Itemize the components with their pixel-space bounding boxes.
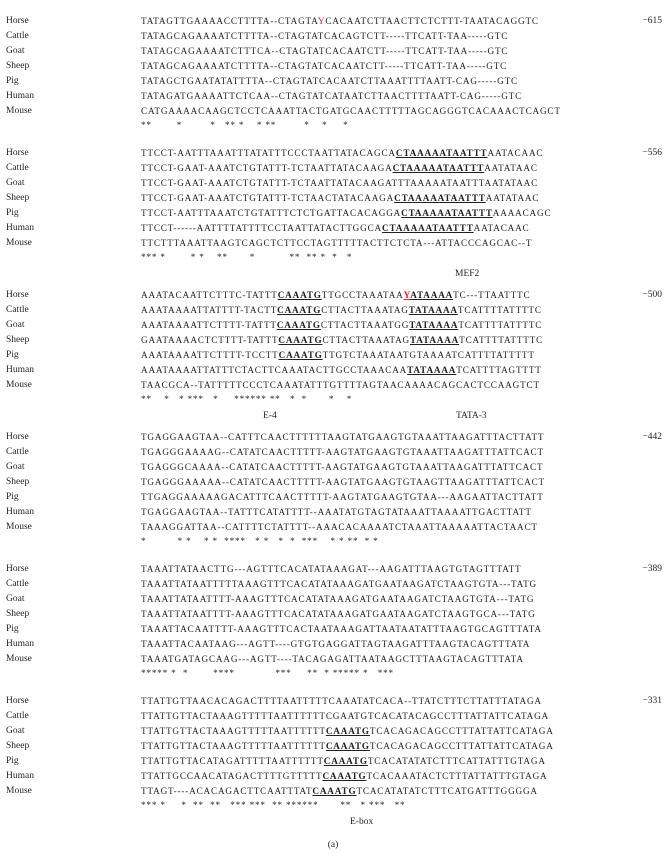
sequence-text [141,288,530,303]
sequence-segment: AAAACAGC [492,208,552,218]
sequence-segment: TTGAGGAAAAAGACATTTCAACTTTTT-AAGTATGAAGTGTAA---AAGAATTACTTATT [141,492,544,502]
sequence-segment: AAATAAAATTATTTCTACTTCAAATACTTGCCTAAACAA [141,365,408,375]
sequence-text [141,44,508,59]
sequence-segment: AAATAAAATTCTTTT-TATTT [141,320,277,330]
species-label: Goat [6,320,25,330]
sequence-text [141,206,551,221]
sequence-text [141,191,539,206]
species-label: Mouse [6,238,32,248]
sequence-row [0,14,666,29]
species-label: Sheep [6,477,30,487]
motif-segment: CAAATG [276,320,321,330]
sequence-text [141,176,538,191]
species-label: Cattle [6,305,29,315]
sequence-row [0,191,666,206]
sequence-row [0,176,666,191]
species-label: Cattle [6,579,29,589]
species-label: Human [6,223,34,233]
sequence-row [0,44,666,59]
position-number: −556 [642,148,662,158]
sequence-text [141,221,530,236]
sequence-segment: TCACAGACAGCCTTTATTATTCATAGA [369,726,554,736]
species-label: Horse [6,16,29,26]
sequence-row [0,206,666,221]
sequence-segment: TTCCT-GAAT-AAATCTGTATTT-TCTAATTATACAAGA [141,163,393,173]
species-label: Goat [6,178,25,188]
alignment-block [0,146,666,279]
species-label: Mouse [6,786,32,796]
sequence-row [0,637,666,652]
figure-caption: (a) [327,840,339,850]
sequence-segment: AAATAAAATTCTTTT-TCCTT [141,350,279,360]
sequence-segment: CACAATCTTAACTTCTCTTT-TAATACAGGTC [325,16,539,26]
sequence-text [141,769,547,784]
consensus-stars: ** * * ** * * ** * * * [141,120,349,130]
sequence-text [141,592,534,607]
sequence-segment: TTGTCTAAATAATGTAAAATCATTTTATTTTT [322,350,535,360]
sequence-segment: GAATAAAACTCTTTT-TATTT [141,335,279,345]
sequence-segment: TAAATTATAATTTTTAAAGTTTCACATATAAAGATGAATAAGATCTAAGTGTA---TATG [141,579,538,589]
sequence-segment: AAATACAATTCTTTC-TATTT [141,290,278,300]
sequence-row [0,221,666,236]
sequence-row [0,460,666,475]
species-label: Human [6,365,34,375]
sequence-text [141,236,532,251]
motif-label: E-box [350,817,374,827]
motif-label: E-4 [263,411,277,421]
sequence-segment: TAAATTACAATAAG---AGTT----GTGTGAGGATTAGTAAGATTTAAGTACAGTTTATA [141,639,531,649]
consensus-stars: *** * * ** ** *** *** ** ****** ** * *** ** [141,800,406,810]
sequence-segment: TTATTGCCAACATAGACTTTTGTTTTT [141,771,323,781]
species-label: Mouse [6,522,32,532]
sequence-row [0,303,666,318]
sequence-segment: TATAGCTGAATATATTTTA--CTAGTATCACAATCTTAAATTTTAATT-CAG-----GTC [141,76,519,86]
motif-segment: TATAAAA [409,320,459,330]
motif-segment: TATAAAA [407,365,457,375]
sequence-segment: AATACAAC [473,223,530,233]
motif-segment: ATAAAA [410,290,454,300]
position-number: −615 [642,16,662,26]
motif-segment: CAAATG [278,350,323,360]
motif-segment: CTAAAAATAATTT [395,148,488,158]
sequence-text [141,378,540,393]
sequence-text [141,59,507,74]
sequence-row [0,490,666,505]
sequence-segment: TGAGGAAGTAA--TATTTCATATTTT--AAATATGTAGTATAAATTAAAATTGACTTATT [141,507,532,517]
species-label: Cattle [6,31,29,41]
species-label: Horse [6,432,29,442]
motif-segment: CAAATG [325,741,370,751]
sequence-segment: TATAGCAGAAAATCTTTTA--CTAGTATCACAATCTT-----TTCATT-TAA-----GTC [141,61,508,71]
species-label: Sheep [6,193,30,203]
sequence-text [141,74,518,89]
position-number: −331 [642,696,662,706]
species-label: Goat [6,726,25,736]
species-label: Horse [6,564,29,574]
sequence-segment: TC---TTAATTTC [453,290,531,300]
sequence-row [0,724,666,739]
consensus-row [0,119,666,131]
sequence-row [0,592,666,607]
species-label: Goat [6,462,25,472]
sequence-text [141,505,532,520]
sequence-text [141,460,543,475]
species-label: Sheep [6,335,30,345]
sequence-text [141,89,522,104]
motif-segment: CAAATG [278,335,323,345]
sequence-text [141,348,535,363]
alignment-block [0,694,666,827]
sequence-segment: TATAGCAGAAAATCTTTTA--CTAGTATCACAGTCTT-----TTCATT-TAA-----GTC [141,31,509,41]
motif-segment: CAAATG [277,290,322,300]
consensus-row [0,667,666,679]
sequence-row [0,74,666,89]
sequence-segment: Y [317,16,326,26]
sequence-row [0,378,666,393]
species-label: Mouse [6,380,32,390]
sequence-segment: TAAATTACAATTTT-AAAGTTTCACTAATAAAGATTAATAATATTTAAGTGCAGTTTATA [141,624,542,634]
sequence-row [0,333,666,348]
sequence-row [0,318,666,333]
motif-segment: TATAAAA [408,305,458,315]
consensus-row [0,799,666,811]
sequence-row [0,161,666,176]
sequence-segment: TTAGT----ACACAGACTTCAATTTAT [141,786,313,796]
sequence-row [0,607,666,622]
species-label: Pig [6,208,19,218]
sequence-row [0,739,666,754]
sequence-text [141,475,545,490]
sequence-row [0,146,666,161]
species-label: Pig [6,624,19,634]
species-label: Pig [6,76,19,86]
sequence-text [141,694,542,709]
sequence-segment: TATAGTTGAAAACCTTTTA--CTAGTA [141,16,318,26]
sequence-text [141,784,538,799]
sequence-row [0,430,666,445]
species-label: Sheep [6,61,30,71]
sequence-row [0,475,666,490]
consensus-row [0,535,666,547]
sequence-row [0,288,666,303]
alignment-block [0,430,666,560]
sequence-text [141,29,508,44]
species-label: Pig [6,756,19,766]
motif-segment: Y [403,290,411,300]
motif-segment: CTAAAAATAATTT [392,163,485,173]
species-label: Cattle [6,447,29,457]
motif-segment: CAAATG [323,756,368,766]
sequence-segment: TATAGATGAAAATTCTCAA--CTAGTATCATAATCTTAACTTTTAATT-CAG-----GTC [141,91,523,101]
sequence-segment: TGAGGGAAAAG--CATATCAACTTTTT-AAGTATGAAGTGTAAATTAAGATTTATTCACT [141,447,544,457]
species-label: Human [6,91,34,101]
sequence-text [141,146,543,161]
motif-segment: CAAATG [277,305,322,315]
species-label: Mouse [6,654,32,664]
sequence-row [0,562,666,577]
sequence-segment: TGAGGGCAAAA--CATATCAACTTTTT-AAGTATGAAGTGTAAATTAAGATTTATTCACT [141,462,544,472]
sequence-row [0,29,666,44]
sequence-text [141,333,543,348]
motif-segment: CTAAAAATAATTT [382,223,474,233]
sequence-text [141,739,554,754]
alignment-block [0,288,666,421]
species-label: Cattle [6,163,29,173]
sequence-segment: TAAATTATAATTTT-AAAGTTTCACATATAAAGATGAATAAGATCTAAGTGCA---TATG [141,609,536,619]
sequence-segment: CTTACTTAAATAG [321,305,409,315]
sequence-text [141,303,542,318]
position-number: −389 [642,564,662,574]
sequence-text [141,607,536,622]
sequence-text [141,14,539,29]
sequence-segment: TTCCT-AATTTAAATTTATATTTCCCTAATTATACAGCA [141,148,396,158]
species-label: Pig [6,492,19,502]
motif-label: TATA-3 [456,411,487,421]
species-label: Human [6,639,34,649]
motif-segment: CAAATG [322,771,367,781]
sequence-text [141,363,542,378]
sequence-text [141,724,554,739]
sequence-text [141,622,542,637]
sequence-segment: TTCCT-AATTTAAATCTGTATTTCTCTGATTACACAGGA [141,208,402,218]
sequence-row [0,709,666,724]
consensus-stars: ***** * * **** *** ** * ***** * *** [141,668,394,678]
sequence-row [0,59,666,74]
sequence-segment: TTATTGTTACATAGATTTTTAATTTTTT [141,756,324,766]
motif-label: MEF2 [455,269,480,279]
sequence-segment: TCACAGACAGCCTTTATTATTCATAGA [369,741,554,751]
sequence-row [0,520,666,535]
sequence-segment: TCACATATATCTTTCATTATTTGTAGA [367,756,546,766]
sequence-row [0,769,666,784]
sequence-text [141,445,544,460]
motif-segment: CAAATG [312,786,357,796]
sequence-segment: TCACATATATCTTTCATGATTTGGGGA [356,786,538,796]
sequence-text [141,490,544,505]
sequence-segment: TAAATTATAATTTT-AAAGTTTCACATATAAAGATGAATAAGATCTAAGTGTA---TATG [141,594,535,604]
species-label: Human [6,507,34,517]
sequence-row [0,784,666,799]
sequence-segment: CATGAAAACAAGCTCCTCAAATTACTGATGCAACTTTTTAGCAGGGTCACAAACTCAGCT [141,106,561,116]
sequence-text [141,577,537,592]
consensus-stars: ** * * *** * ****** ** * * * * [141,394,353,404]
species-label: Horse [6,148,29,158]
sequence-text [141,520,538,535]
sequence-row [0,89,666,104]
sequence-segment: TTATTGTTACTAAAGTTTTTAATTTTTT [141,741,326,751]
species-label: Sheep [6,609,30,619]
species-label: Goat [6,46,25,56]
sequence-segment: TTGCCTAAATAA [321,290,404,300]
sequence-segment: TCACAAATACTCTTTATTATTTGTAGA [366,771,548,781]
sequence-segment: TCATTTTATTTTC [459,335,544,345]
sequence-segment: TTATTGTTACTAAAGTTTTTAATTTTTT [141,726,326,736]
species-label: Horse [6,696,29,706]
sequence-text [141,562,522,577]
sequence-row [0,754,666,769]
position-number: −500 [642,290,662,300]
sequence-segment: AATATAAC [484,163,538,173]
sequence-segment: TCATTTTATTTTC [457,305,542,315]
sequence-text [141,104,561,119]
sequence-text [141,652,524,667]
sequence-segment: TCATTTTAGTTTT [456,365,542,375]
sequence-segment: AATACAAC [487,148,544,158]
motif-segment: CAAATG [325,726,370,736]
alignment-block [0,562,666,692]
alignment-block [0,14,666,144]
sequence-row [0,363,666,378]
sequence-segment: TAAATGATAGCAAG---AGTT----TACAGAGATTAATAAGCTTTAAGTACAGTTTATA [141,654,524,664]
sequence-segment: TTCCT------AATTTTATTTTCCTAATTATACTTGGCA [141,223,382,233]
sequence-segment: TTCCT-GAAT-AAATCTGTATTT-TCTAATTATACAAGATTTAAAAATAATTTAATATAAC [141,178,539,188]
sequence-segment: TATAGCAGAAAATCTTTCA--CTAGTATCACAATCTT-----TTCATT-TAA-----GTC [141,46,509,56]
sequence-segment: TCATTTTATTTTC [458,320,543,330]
sequence-row [0,652,666,667]
species-label: Sheep [6,741,30,751]
sequence-row [0,348,666,363]
sequence-segment: AAATAAAATTATTTT-TACTT [141,305,278,315]
position-number: −442 [642,432,662,442]
sequence-segment: TAAATTATAACTTG---AGTTTCACATATAAAGAT---AAGATTTAAGTGTAGTTTATT [141,564,522,574]
sequence-segment: TTATTGTTAACACAGACTTTTAATTTTTCAAATATCACA--TTATCTTTCTTATTTATAGA [141,696,542,706]
sequence-row [0,577,666,592]
sequence-segment: CTTACTTAAATAG [322,335,411,345]
sequence-segment: TGAGGGAAAAA--CATATCAACTTTTT-AAGTATGAAGTGTAAGTTAAGATTTATTCACT [141,477,545,487]
sequence-segment: TTCCT-GAAT-AAATCTGTATTT-TCTAACTATACAAGA [141,193,395,203]
sequence-text [141,430,544,445]
consensus-stars: * * * * * **** * * * * *** * * ** * * [141,536,379,546]
consensus-row [0,393,666,405]
motif-segment: CTAAAAATAATTT [394,193,486,203]
sequence-row [0,694,666,709]
sequence-segment: TAAAGGATTAA--CATTTTCTATTTT--AAACACAAAATCTAAATTAAAAATTACTAACT [141,522,538,532]
species-label: Pig [6,350,19,360]
sequence-segment: TTCTTTAAATTAAGTCAGCTCTTCCTAGTTTTTACTTCTCTA---ATTACCCAGCAC--T [141,238,533,248]
sequence-row [0,236,666,251]
sequence-text [141,161,538,176]
species-label: Goat [6,594,25,604]
species-label: Human [6,771,34,781]
species-label: Horse [6,290,29,300]
sequence-text [141,754,546,769]
species-label: Mouse [6,106,32,116]
sequence-segment: CTTACTTAAATGG [320,320,410,330]
sequence-row [0,445,666,460]
sequence-segment: TGAGGAAGTAA--CATTTCAACTTTTTTAAGTATGAAGTGTAAATTAAGATTTACTTATT [141,432,545,442]
sequence-segment: AATATAAC [485,193,540,203]
sequence-text [141,637,530,652]
consensus-stars: *** * * * ** * ** ** * * * [141,252,353,262]
sequence-text [141,709,549,724]
sequence-text [141,318,542,333]
sequence-row [0,622,666,637]
motif-segment: TATAAAA [410,335,460,345]
sequence-row [0,505,666,520]
species-label: Cattle [6,711,29,721]
sequence-segment: TAACGCA--TATTTTTCCCTCAAATATTTGTTTTAGTAACAAAACAGCACTCCAAGTCT [141,380,540,390]
consensus-row [0,251,666,263]
sequence-segment: TTATTGTTACTAAAGTTTTTAATTTTTTCGAATGTCACATACAGCCTTTATTATTCATAGA [141,711,550,721]
motif-segment: CTAAAAATAATTT [401,208,493,218]
sequence-row [0,104,666,119]
